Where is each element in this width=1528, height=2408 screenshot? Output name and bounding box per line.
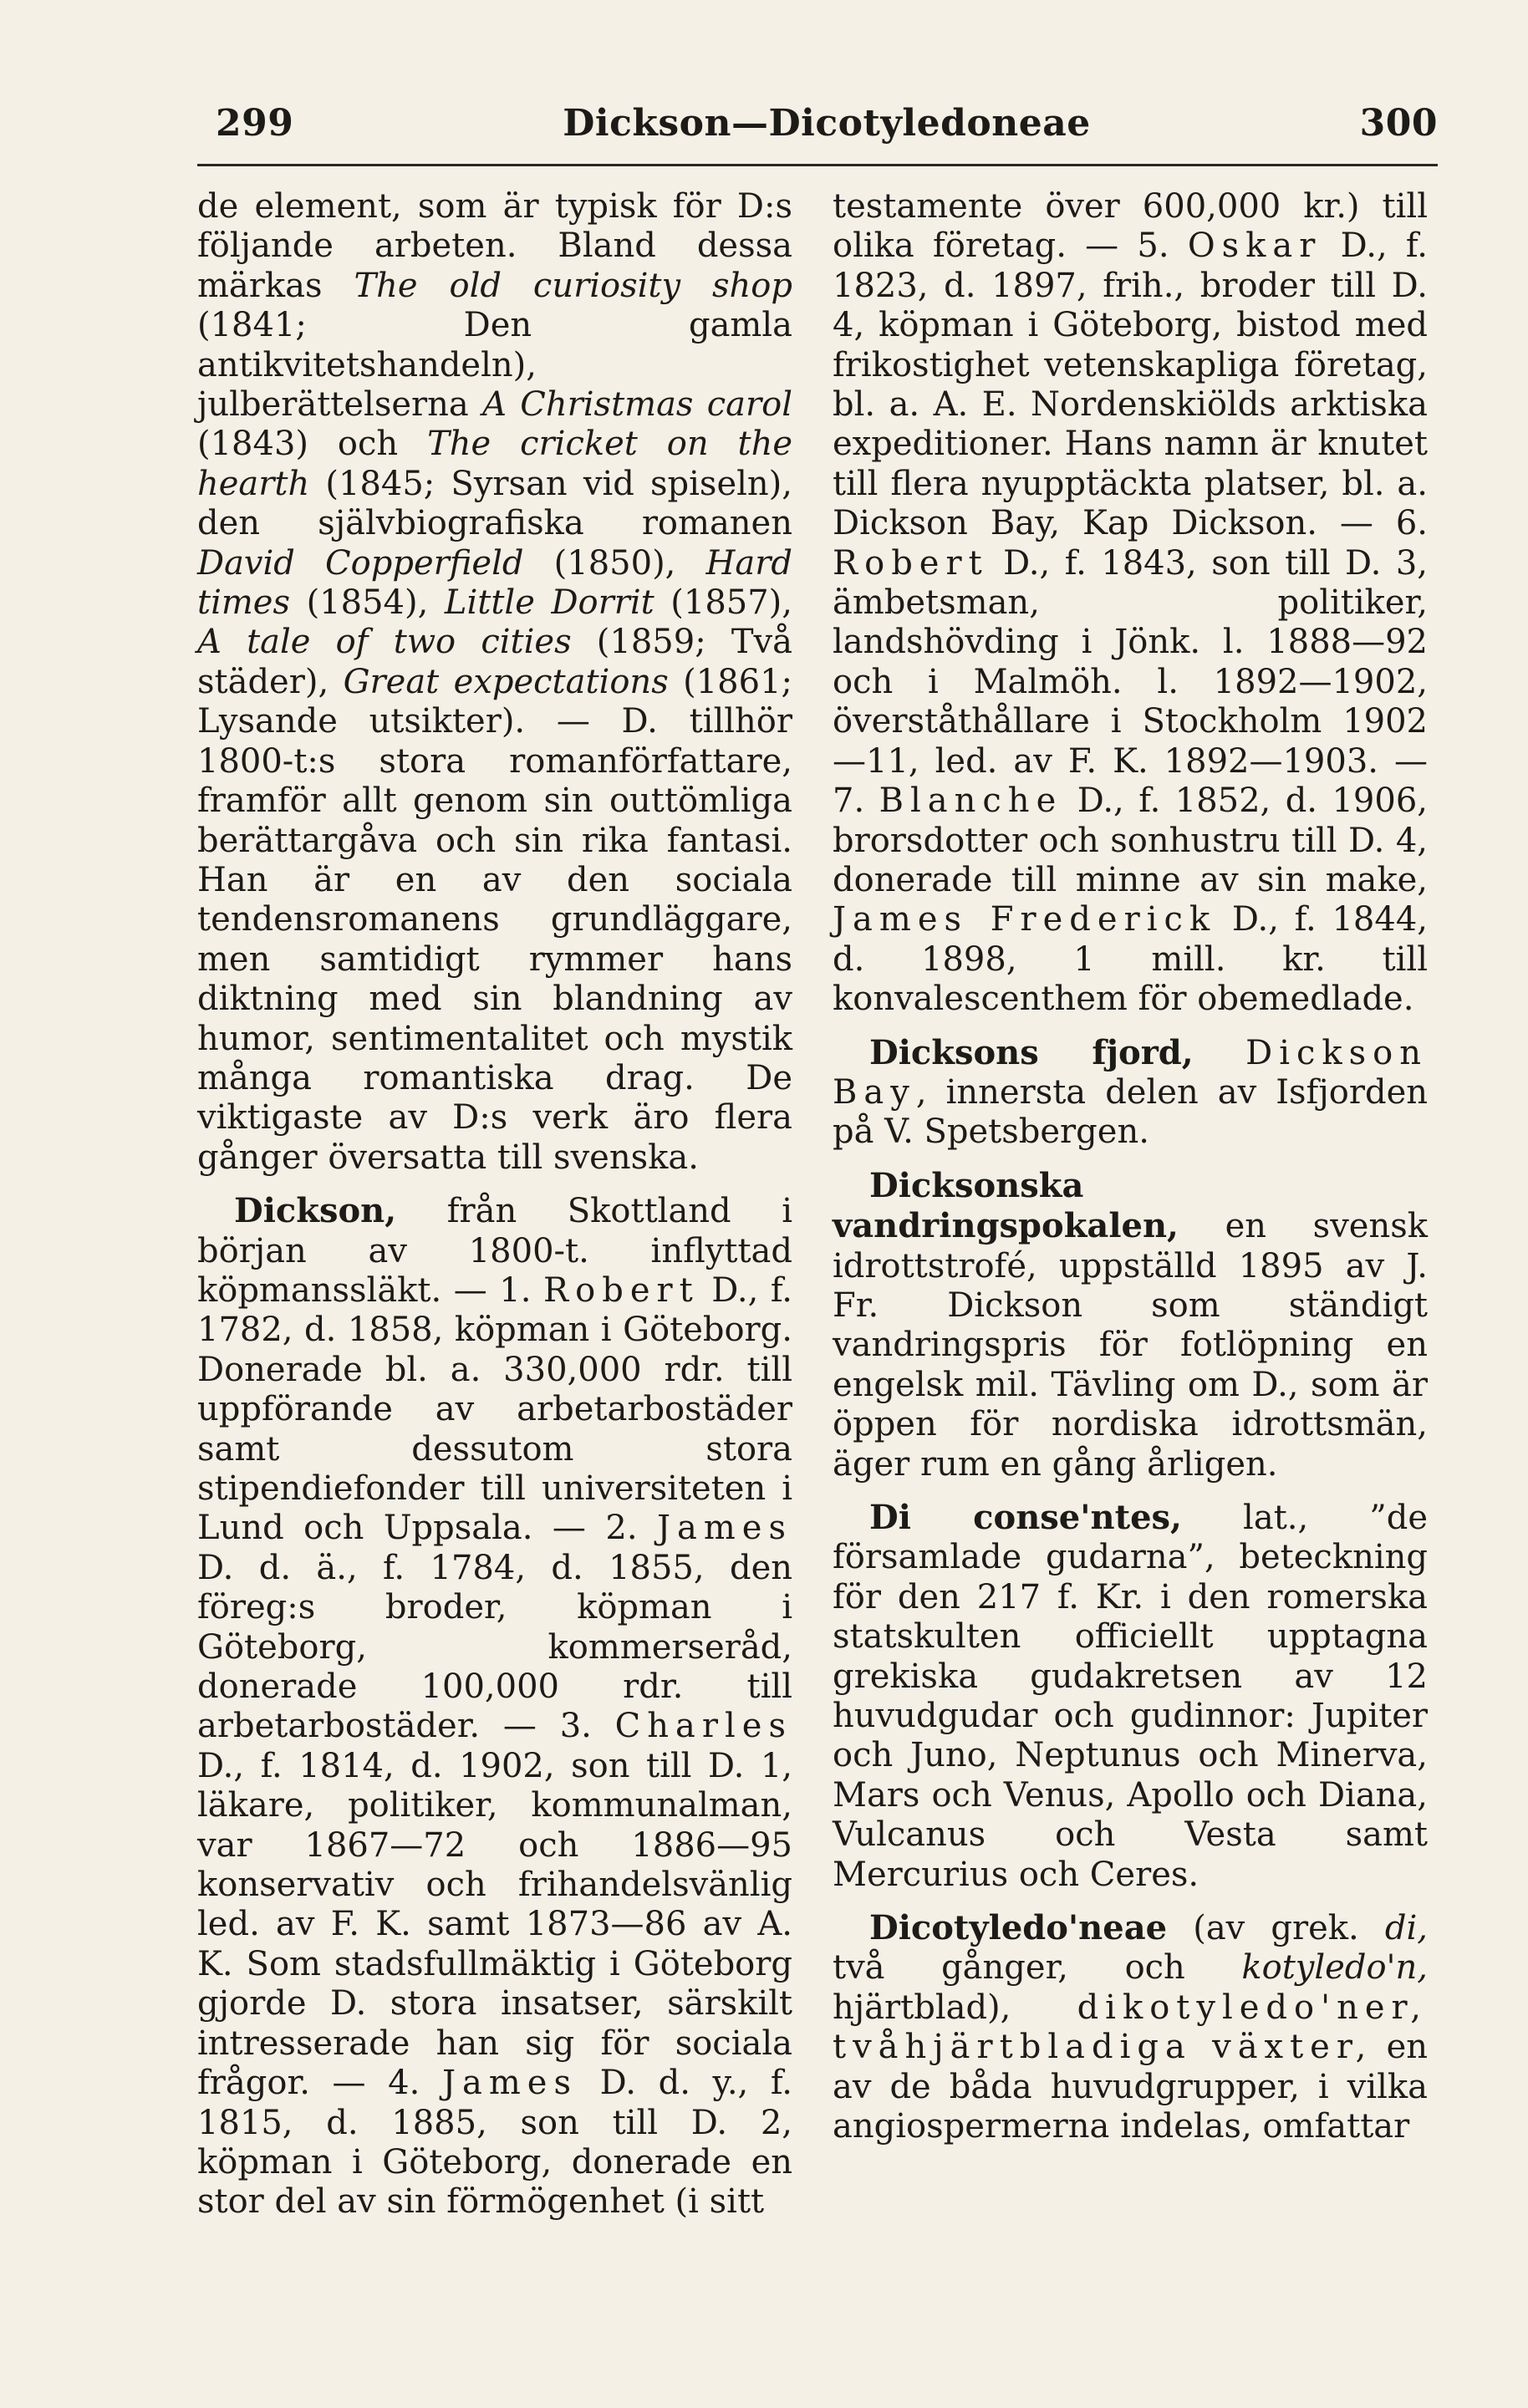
- entry-dicksons-fjord: Dicksons fjord, Dickson Bay, innersta delen av Isfjorden på V. Spetsbergen.: [833, 1032, 1428, 1152]
- page-header: [216, 94, 1438, 152]
- entry-di-consentes: Di conse'ntes, lat., ”de församlade gudarna”, beteckning för den 217 f. Kr. i den romerska statskulten officiellt upptagna grekiska gudakretsen av 12 huvudgudar och gudinnor: Jupiter och Juno, Neptunus och Minerva, Mars och Venus, Apollo och Diana, Vulcanus och Vesta samt Mercurius och Ceres.: [833, 1498, 1428, 1894]
- headword: Dicksonska vandringspokalen,: [833, 1165, 1179, 1246]
- entry-dickson-continued: testamente över 600,000 kr.) till olika företag. — 5. Oskar D., f. 1823, d. 1897, frih., broder till D. 4, köpman i Göteborg, bistod med frikostighet vetenskapliga företag, bl. a. A. E. Nordenskiölds arktiska expeditioner. Hans namn är knutet till flera nyupptäckta platser, bl. a. Dickson Bay, Kap Dickson. — 6. Robert D., f. 1843, son till D. 3, ämbetsman, politiker, landshövding i Jönk. l. 1888—92 och i Malmöh. l. 1892—1902, överståthållare i Stockholm 1902—11, led. av F. K. 1892—1903. — 7. Blanche D., f. 1852, d. 1906, brorsdotter och sonhustru till D. 4, donerade till minne av sin make, James Frederick D., f. 1844, d. 1898, 1 mill. kr. till konvalescenthem för obemedlade.: [833, 187, 1428, 1019]
- entry-dicotyledoneae: Dicotyledo'neae (av grek. di, två gånger, och kotyledo'n, hjärtblad), dikotyledo'ner, tvåhjärtbladiga växter, en av de båda huvudgrupper, i vilka angiospermerna indelas, omfattar: [833, 1908, 1428, 2146]
- header-rule: [197, 164, 1438, 166]
- headword: Di conse'ntes,: [869, 1498, 1182, 1537]
- left-column: [197, 187, 792, 2222]
- headword: Dicksons fjord,: [869, 1032, 1194, 1072]
- headword: Dickson,: [234, 1191, 397, 1231]
- page-number-right: 300: [1359, 101, 1438, 145]
- page-number-left: 299: [216, 101, 294, 145]
- running-title: Dickson—Dicotyledoneae: [563, 101, 1091, 145]
- headword: Dicotyledo'neae: [869, 1908, 1168, 1948]
- entry-dicksonska-vandringspokalen: Dicksonska vandringspokalen, en svensk idrottstrofé, uppställd 1895 av J. Fr. Dickson som ständigt vandringspris för fotlöpning en engelsk mil. Tävling om D., som är öppen för nordiska idrottsmän, äger rum en gång årligen.: [833, 1165, 1428, 1484]
- entry-dickens-continued: de element, som är typisk för D:s följande arbeten. Bland dessa märkas The old curiosity shop (1841; Den gamla antikvitetshandeln), julberättelserna A Christmas carol (1843) och The cricket on the hearth (1845; Syrsan vid spiseln), den självbiografiska romanen David Copperfield (1850), Hard times (1854), Little Dorrit (1857), A tale of two cities (1859; Två städer), Great expectations (1861; Lysande utsikter). — D. tillhör 1800-t:s stora romanförfattare, framför allt genom sin outtömliga berättargåva och sin rika fantasi. Han är en av den sociala tendensromanens grundläggare, men samtidigt rymmer hans diktning med sin blandning av humor, sentimentalitet och mystik många romantiska drag. De viktigaste av D:s verk äro flera gånger översatta till svenska.: [197, 187, 793, 1177]
- right-column: [833, 187, 1428, 2147]
- entry-dickson: Dickson, från Skottland i början av 1800-t. inflyttad köpmanssläkt. — 1. Robert D., f. 1782, d. 1858, köpman i Göteborg. Donerade bl. a. 330,000 rdr. till uppförande av arbetarbostäder samt dessutom stora stipendiefonder till universiteten i Lund och Uppsala. — 2. James D. d. ä., f. 1784, d. 1855, den föreg:s broder, köpman i Göteborg, kommerseråd, donerade 100,000 rdr. till arbetarbostäder. — 3. Charles D., f. 1814, d. 1902, son till D. 1, läkare, politiker, kommunalman, var 1867—72 och 1886—95 konservativ och frihandelsvänlig led. av F. K. samt 1873—86 av A. K. Som stadsfullmäktig i Göteborg gjorde D. stora insatser, särskilt intresserade han sig för sociala frågor. — 4. James D. d. y., f. 1815, d. 1885, son till D. 2, köpman i Göteborg, donerade en stor del av sin förmögenhet (i sitt: [197, 1191, 792, 2222]
